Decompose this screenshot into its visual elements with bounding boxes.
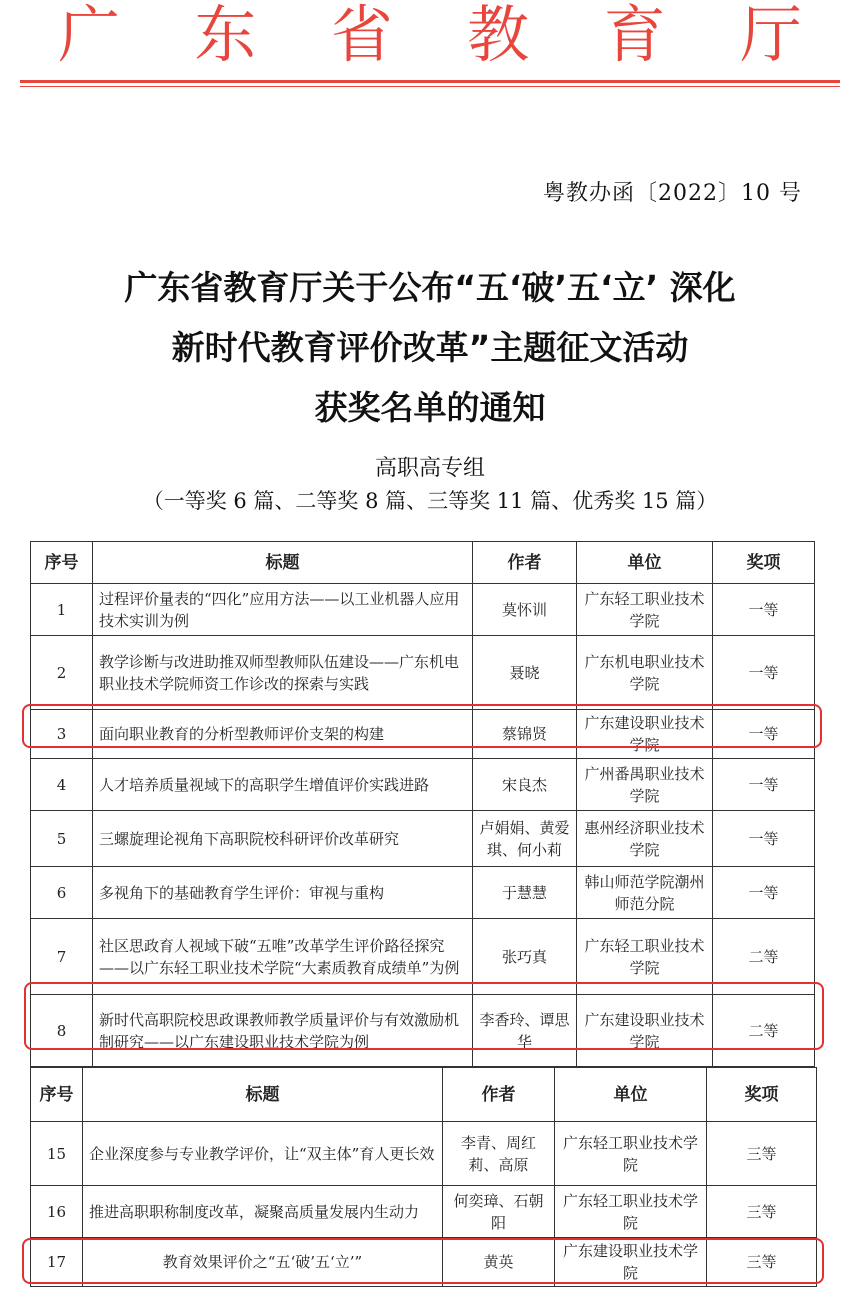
table-row: [31, 636, 815, 710]
cell-award: 一等: [713, 759, 815, 811]
cell-no: 7: [31, 919, 93, 995]
col-header-no: 序号: [31, 1068, 83, 1122]
cell-no: 2: [31, 636, 93, 710]
highlight-box-row-17: [22, 1238, 824, 1284]
cell-no: 6: [31, 867, 93, 919]
cell-unit: 韩山师范学院潮州师范分院: [577, 867, 713, 919]
table-header-row: [31, 1068, 817, 1122]
letterhead-char: 省: [330, 0, 393, 71]
cell-award: 三等: [707, 1122, 817, 1186]
cell-no: 17: [31, 1238, 83, 1287]
document-title: [0, 258, 860, 438]
cell-author: 莫怀训: [473, 584, 577, 636]
cell-no: 5: [31, 811, 93, 867]
cell-award: 一等: [713, 710, 815, 759]
col-header-award: 奖项: [713, 542, 815, 584]
cell-author: 宋良杰: [473, 759, 577, 811]
cell-author: 聂晓: [473, 636, 577, 710]
letterhead-char: 广: [58, 0, 121, 71]
letterhead-char: 育: [603, 0, 666, 71]
cell-award: 二等: [713, 995, 815, 1067]
cell-no: 15: [31, 1122, 83, 1186]
letterhead-rule-thin: [20, 86, 840, 87]
col-header-title: 标题: [93, 542, 473, 584]
cell-no: 16: [31, 1186, 83, 1238]
cell-title: 教育效果评价之“五‘破’五‘立’”: [83, 1238, 443, 1287]
letterhead-char: 厅: [739, 0, 802, 71]
col-header-award: 奖项: [707, 1068, 817, 1122]
group-name: 高职高专组: [374, 456, 485, 481]
col-header-unit: 单位: [577, 542, 713, 584]
cell-unit: 广东建设职业技术学院: [555, 1238, 707, 1287]
cell-title: 教学诊断与改进助推双师型教师队伍建设——广东机电职业技术学院师资工作诊改的探索与实践: [93, 636, 473, 710]
col-header-no: 序号: [31, 542, 93, 584]
cell-award: 三等: [707, 1186, 817, 1238]
award-counts: （一等奖 6 篇、二等奖 8 篇、三等奖 11 篇、优秀奖 15 篇）: [142, 489, 718, 513]
cell-author: 卢娟娟、黄爱琪、何小莉: [473, 811, 577, 867]
cell-author: 于慧慧: [473, 867, 577, 919]
cell-author: 何奕璋、石朝阳: [443, 1186, 555, 1238]
cell-award: 二等: [713, 919, 815, 995]
cell-no: 8: [31, 995, 93, 1067]
cell-author: 黄英: [443, 1238, 555, 1287]
cell-award: 三等: [707, 1238, 817, 1287]
cell-unit: 广东建设职业技术学院: [577, 710, 713, 759]
cell-author: 李香玲、谭思华: [473, 995, 577, 1067]
col-header-unit: 单位: [555, 1068, 707, 1122]
table-row: [31, 584, 815, 636]
cell-unit: 广东建设职业技术学院: [577, 995, 713, 1067]
cell-no: 4: [31, 759, 93, 811]
col-header-author: 作者: [473, 542, 577, 584]
title-line: 获奖名单的通知: [314, 388, 546, 427]
highlight-box-row-8: [24, 982, 824, 1050]
cell-unit: 广州番禺职业技术学院: [577, 759, 713, 811]
cell-title: 面向职业教育的分析型教师评价支架的构建: [93, 710, 473, 759]
letterhead-rule-thick: [20, 80, 840, 83]
cell-unit: 广东轻工职业技术学院: [577, 919, 713, 995]
cell-title: 三螺旋理论视角下高职院校科研评价改革研究: [93, 811, 473, 867]
cell-unit: 广东轻工职业技术学院: [577, 584, 713, 636]
cell-title: 企业深度参与专业教学评价，让“双主体”育人更长效: [83, 1122, 443, 1186]
highlight-box-row-3: [22, 704, 822, 748]
cell-award: 一等: [713, 636, 815, 710]
cell-author: 张巧真: [473, 919, 577, 995]
cell-unit: 广东机电职业技术学院: [577, 636, 713, 710]
cell-unit: 广东轻工职业技术学院: [555, 1122, 707, 1186]
cell-award: 一等: [713, 811, 815, 867]
cell-no: 3: [31, 710, 93, 759]
cell-title: 新时代高职院校思政课教师教学质量评价与有效激励机制研究——以广东建设职业技术学院为例: [93, 995, 473, 1067]
cell-award: 一等: [713, 584, 815, 636]
letterhead-char: 教: [467, 0, 530, 71]
table-row: [31, 867, 815, 919]
cell-unit: 广东轻工职业技术学院: [555, 1186, 707, 1238]
cell-author: 蔡锦贤: [473, 710, 577, 759]
cell-award: 一等: [713, 867, 815, 919]
letterhead-char: 东: [194, 0, 257, 71]
table-row: [31, 1186, 817, 1238]
cell-author: 李青、周红莉、高原: [443, 1122, 555, 1186]
title-line: 新时代教育评价改革”主题征文活动: [171, 328, 689, 367]
cell-title: 社区思政育人视域下破“五唯”改革学生评价路径探究——以广东轻工职业技术学院“大素质教育成绩单”为例: [93, 919, 473, 995]
letterhead: [20, 0, 840, 70]
cell-unit: 惠州经济职业技术学院: [577, 811, 713, 867]
cell-title: 多视角下的基础教育学生评价：审视与重构: [93, 867, 473, 919]
cell-title: 人才培养质量视域下的高职学生增值评价实践进路: [93, 759, 473, 811]
table-row: [31, 811, 815, 867]
col-header-author: 作者: [443, 1068, 555, 1122]
table-row: [31, 1122, 817, 1186]
table-row: [31, 759, 815, 811]
title-line: 广东省教育厅关于公布“五‘破’五‘立’ 深化: [124, 268, 736, 307]
cell-title: 推进高职职称制度改革，凝聚高质量发展内生动力: [83, 1186, 443, 1238]
col-header-title: 标题: [83, 1068, 443, 1122]
cell-no: 1: [31, 584, 93, 636]
document-number: 粤教办函〔2022〕10 号: [543, 181, 802, 206]
table-header-row: [31, 542, 815, 584]
cell-title: 过程评价量表的“四化”应用方法——以工业机器人应用技术实训为例: [93, 584, 473, 636]
